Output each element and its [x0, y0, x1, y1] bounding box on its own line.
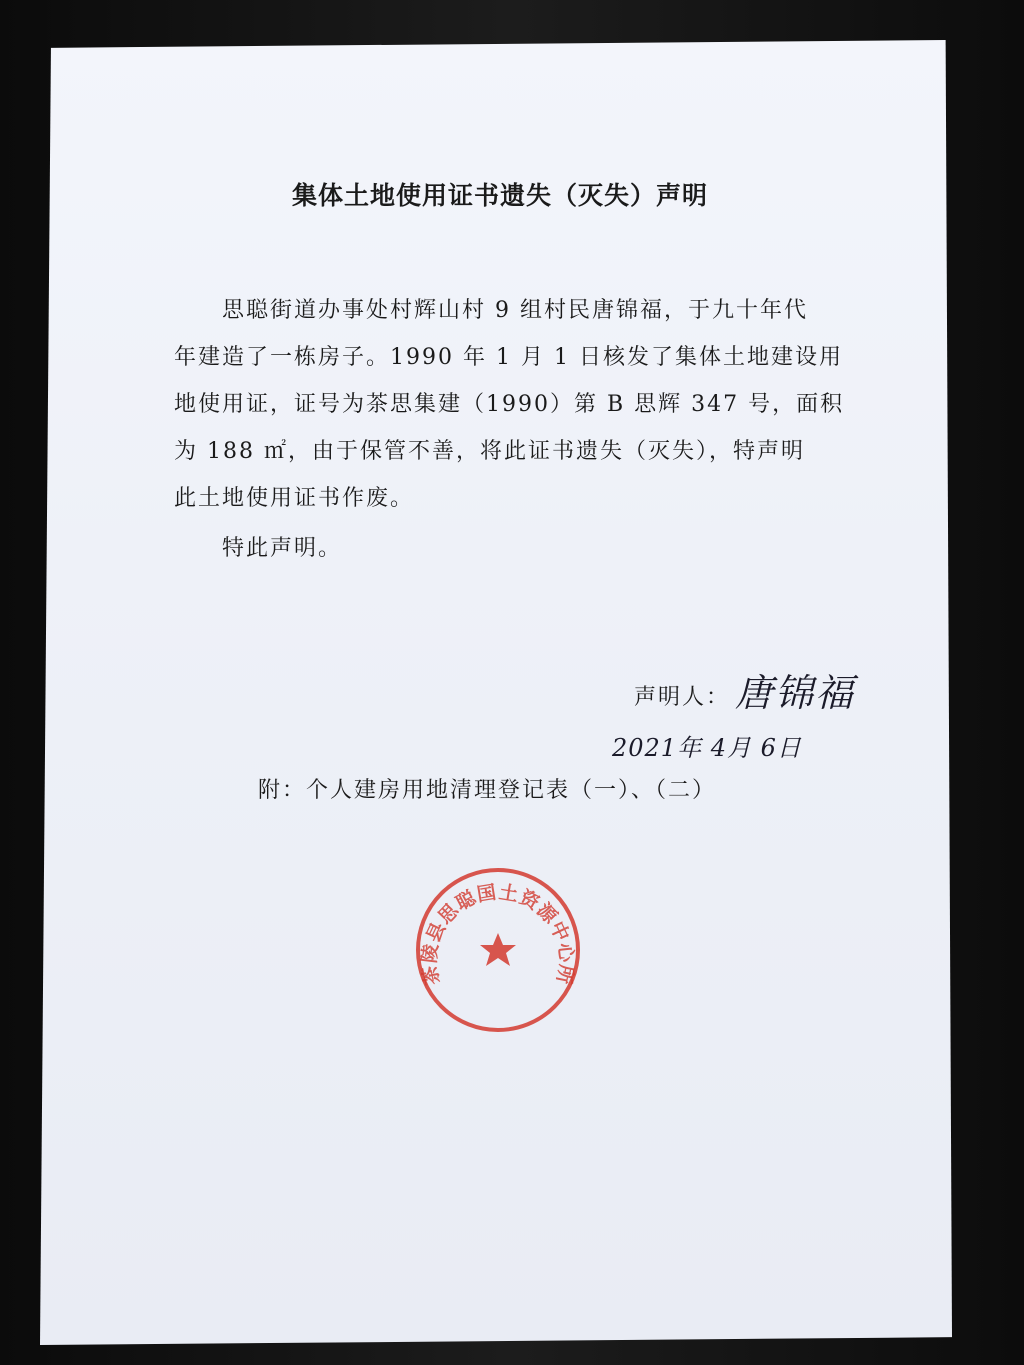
closing-statement: 特此声明。 [222, 536, 343, 561]
declarant-label: 声明人： [634, 685, 731, 710]
document-title: 集体土地使用证书遗失（灭失）声明 [291, 181, 708, 210]
star-icon [480, 933, 516, 966]
paragraph-line-5: 此土地使用证书作废。 [174, 486, 415, 511]
attachment-note: 附：个人建房用地清理登记表（一）、（二） [258, 778, 717, 803]
seal-text: 茶陵县思聪国土资源中心所 [418, 881, 578, 987]
official-seal [413, 865, 583, 1035]
declaration-date: 2021年 4月 6日 [612, 734, 802, 762]
paragraph-line-1: 思聪街道办事处村辉山村 9 组村民唐锦福，于九十年代 [222, 298, 808, 323]
paragraph-line-2: 年建造了一栋房子。1990 年 1 月 1 日核发了集体土地建设用 [174, 345, 843, 370]
signature: 唐锦福 [735, 671, 856, 715]
paragraph-line-4: 为 188 ㎡，由于保管不善，将此证书遗失（灭失），特声明 [174, 439, 805, 464]
paragraph-line-3: 地使用证，证号为茶思集建（1990）第 B 思辉 347 号，面积 [174, 392, 845, 417]
